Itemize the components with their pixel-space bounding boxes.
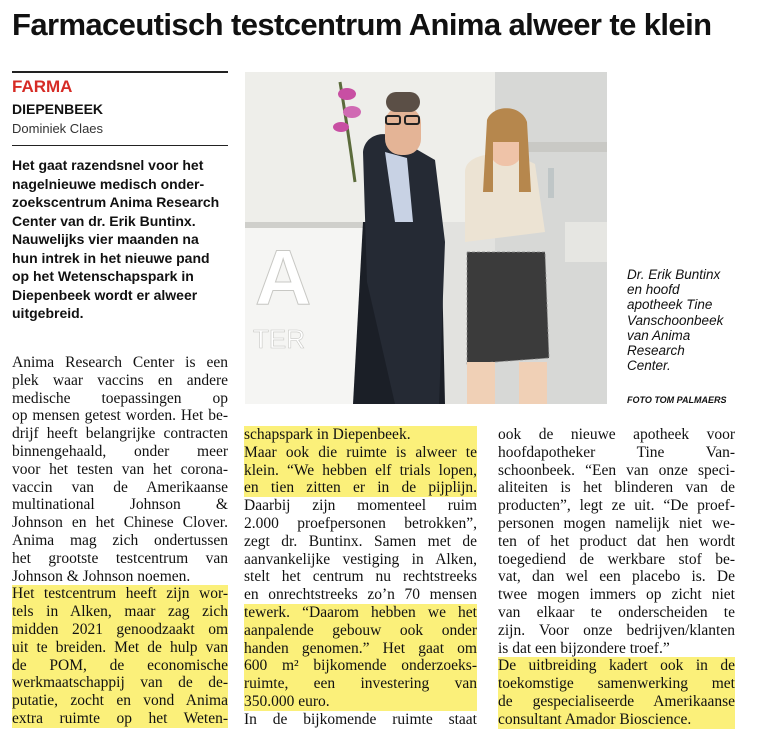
body-line: 600 m² bijkomende onderzoeks- — [244, 657, 477, 675]
body-line: drijf heeft belangrijke contracten — [12, 425, 228, 443]
body-line: Johnson en het Chinese Clover. — [12, 514, 228, 532]
byline-divider — [12, 145, 228, 146]
lead-line: op het Wetenschapspark in — [12, 268, 194, 284]
body-line: voor het testen van het corona- — [12, 460, 228, 478]
body-line: schoonbeek. “Een van onze speci- — [498, 461, 735, 479]
body-line: binnengehaald, onder meer — [12, 442, 228, 460]
body-line: en tien zitten er in de pijplijn. — [244, 479, 477, 497]
lead-line: Het gaat razendsnel voor het — [12, 157, 204, 173]
body-line: aanvankelijke vestiging in Alken, — [244, 550, 477, 568]
lead-line: zoekscentrum Anima Research — [12, 194, 220, 210]
body-line: tewerk. “Daarom hebben we het — [244, 603, 477, 621]
body-line: personen mogen namelijk niet we- — [498, 514, 735, 532]
wall-sign-letter: A — [255, 233, 312, 321]
body-line: In de bijkomende ruimte staat — [244, 710, 477, 728]
body-line: consultant Amador Bioscience. — [498, 711, 735, 729]
body-line: het grootste testcentrum van — [12, 549, 228, 567]
body-line: schapspark in Diepenbeek. — [244, 426, 477, 444]
caption-line: Research — [627, 343, 685, 359]
headline: Farmaceutisch testcentrum Anima alweer te klein — [12, 7, 712, 42]
section-label: FARMA — [12, 77, 73, 96]
body-line: zijn. Voor onze bedrijven/klanten — [498, 621, 735, 639]
body-line: twee mogen immers op zicht niet — [498, 586, 735, 604]
dateline: DIEPENBEEK — [12, 101, 104, 117]
body-line: aliteiten is het blinderen van de — [498, 479, 735, 497]
body-line: toegediend de werkbare stof be- — [498, 550, 735, 568]
body-line: multinational Johnson & — [12, 496, 228, 514]
lead-line: Nauwelijks vier maanden na — [12, 231, 199, 247]
caption-line: Vanschoonbeek — [627, 312, 724, 328]
lead-line: Diepenbeek wordt er alweer — [12, 286, 198, 303]
body-line: putatie, zocht en vond Anima — [12, 692, 228, 710]
body-line: is dat een bijzondere troef.” — [498, 639, 670, 657]
body-line: toekomstige samenwerking met — [498, 675, 735, 693]
lead-line: uitgebreid. — [12, 305, 84, 321]
body-line: hoofdapotheker Tine Van- — [498, 443, 735, 461]
body-line: Maar ook die ruimte is alweer te — [244, 443, 477, 461]
lead-paragraph — [12, 156, 230, 323]
body-line: producten”, legt ze uit. “De proef- — [498, 497, 735, 515]
text-column-1 — [12, 354, 228, 728]
photo-caption — [627, 267, 777, 373]
body-line: werkmaatschappij van de de- — [12, 674, 228, 692]
caption-line: Center. — [627, 358, 671, 374]
lead-line: hun intrek in het nieuwe pand — [12, 249, 210, 266]
caption-line: en hoofd — [627, 282, 680, 298]
lead-line: Center van dr. Erik Buntinx. — [12, 212, 196, 229]
body-line: handen genomen.” Het gaat om — [244, 639, 477, 657]
body-line: stelt het centrum nu rechtstreeks — [244, 568, 477, 586]
lead-line: nagelnieuwe medisch onder- — [12, 175, 205, 192]
caption-line: apotheek Tine — [627, 297, 713, 313]
body-line: ten of het product dat hen wordt — [498, 532, 735, 550]
caption-line: van Anima — [627, 327, 691, 343]
text-column-3 — [498, 426, 735, 729]
photo-illustration — [245, 72, 607, 404]
section-rule — [12, 71, 228, 73]
body-line: klein. “We hebben elf trials lopen, — [244, 461, 477, 479]
body-line: plek waar vaccins en andere — [12, 371, 228, 389]
body-line: Johnson & Johnson noemen. — [12, 567, 191, 585]
article-photo — [245, 72, 607, 404]
body-line: 350.000 euro. — [244, 693, 477, 711]
photo-credit: FOTO TOM PALMAERS — [627, 395, 727, 405]
body-line: ruimte, een investering van — [244, 675, 477, 693]
body-line: Het testcentrum heeft zijn wor- — [12, 585, 228, 603]
body-line: aanpalende gebouw ook onder — [244, 621, 477, 639]
body-line: extra ruimte op het Weten- — [12, 709, 228, 727]
body-line: vaccin van de Amerikaanse — [12, 478, 228, 496]
body-line: vat, dan wel een placebo is. De — [498, 568, 735, 586]
author-byline: Dominiek Claes — [12, 121, 104, 136]
body-line: de POM, de economische — [12, 656, 228, 674]
body-line: medische toepassingen op — [12, 389, 228, 407]
body-line: uit te breiden. Met de hulp van — [12, 638, 228, 656]
body-line: op mensen getest worden. Het be- — [12, 407, 228, 425]
body-line: De uitbreiding kadert ook in de — [498, 657, 735, 675]
body-line: Daarbij zijn momenteel ruim — [244, 497, 477, 515]
body-line: en onrechtstreeks zo’n 70 mensen — [244, 586, 477, 604]
body-line: midden 2021 genoodzaakt om — [12, 620, 228, 638]
body-line: de gespecialiseerde Amerikaanse — [498, 692, 735, 710]
body-line: tels in Alken, maar zag zich — [12, 603, 228, 621]
body-line: van elkaar te onderscheiden te — [498, 603, 735, 621]
body-line: 2.000 proefpersonen betrokken”, — [244, 514, 477, 532]
body-line: Anima Research Center is een — [12, 354, 228, 371]
body-line: ook de nieuwe apotheek voor — [498, 426, 735, 443]
body-line: Anima mag zich ondertussen — [12, 531, 228, 549]
text-column-2 — [244, 426, 477, 729]
wall-sign-text: TER — [253, 324, 305, 354]
caption-line: Dr. Erik Buntinx — [627, 267, 721, 282]
body-line: zegt dr. Buntinx. Samen met de — [244, 532, 477, 550]
